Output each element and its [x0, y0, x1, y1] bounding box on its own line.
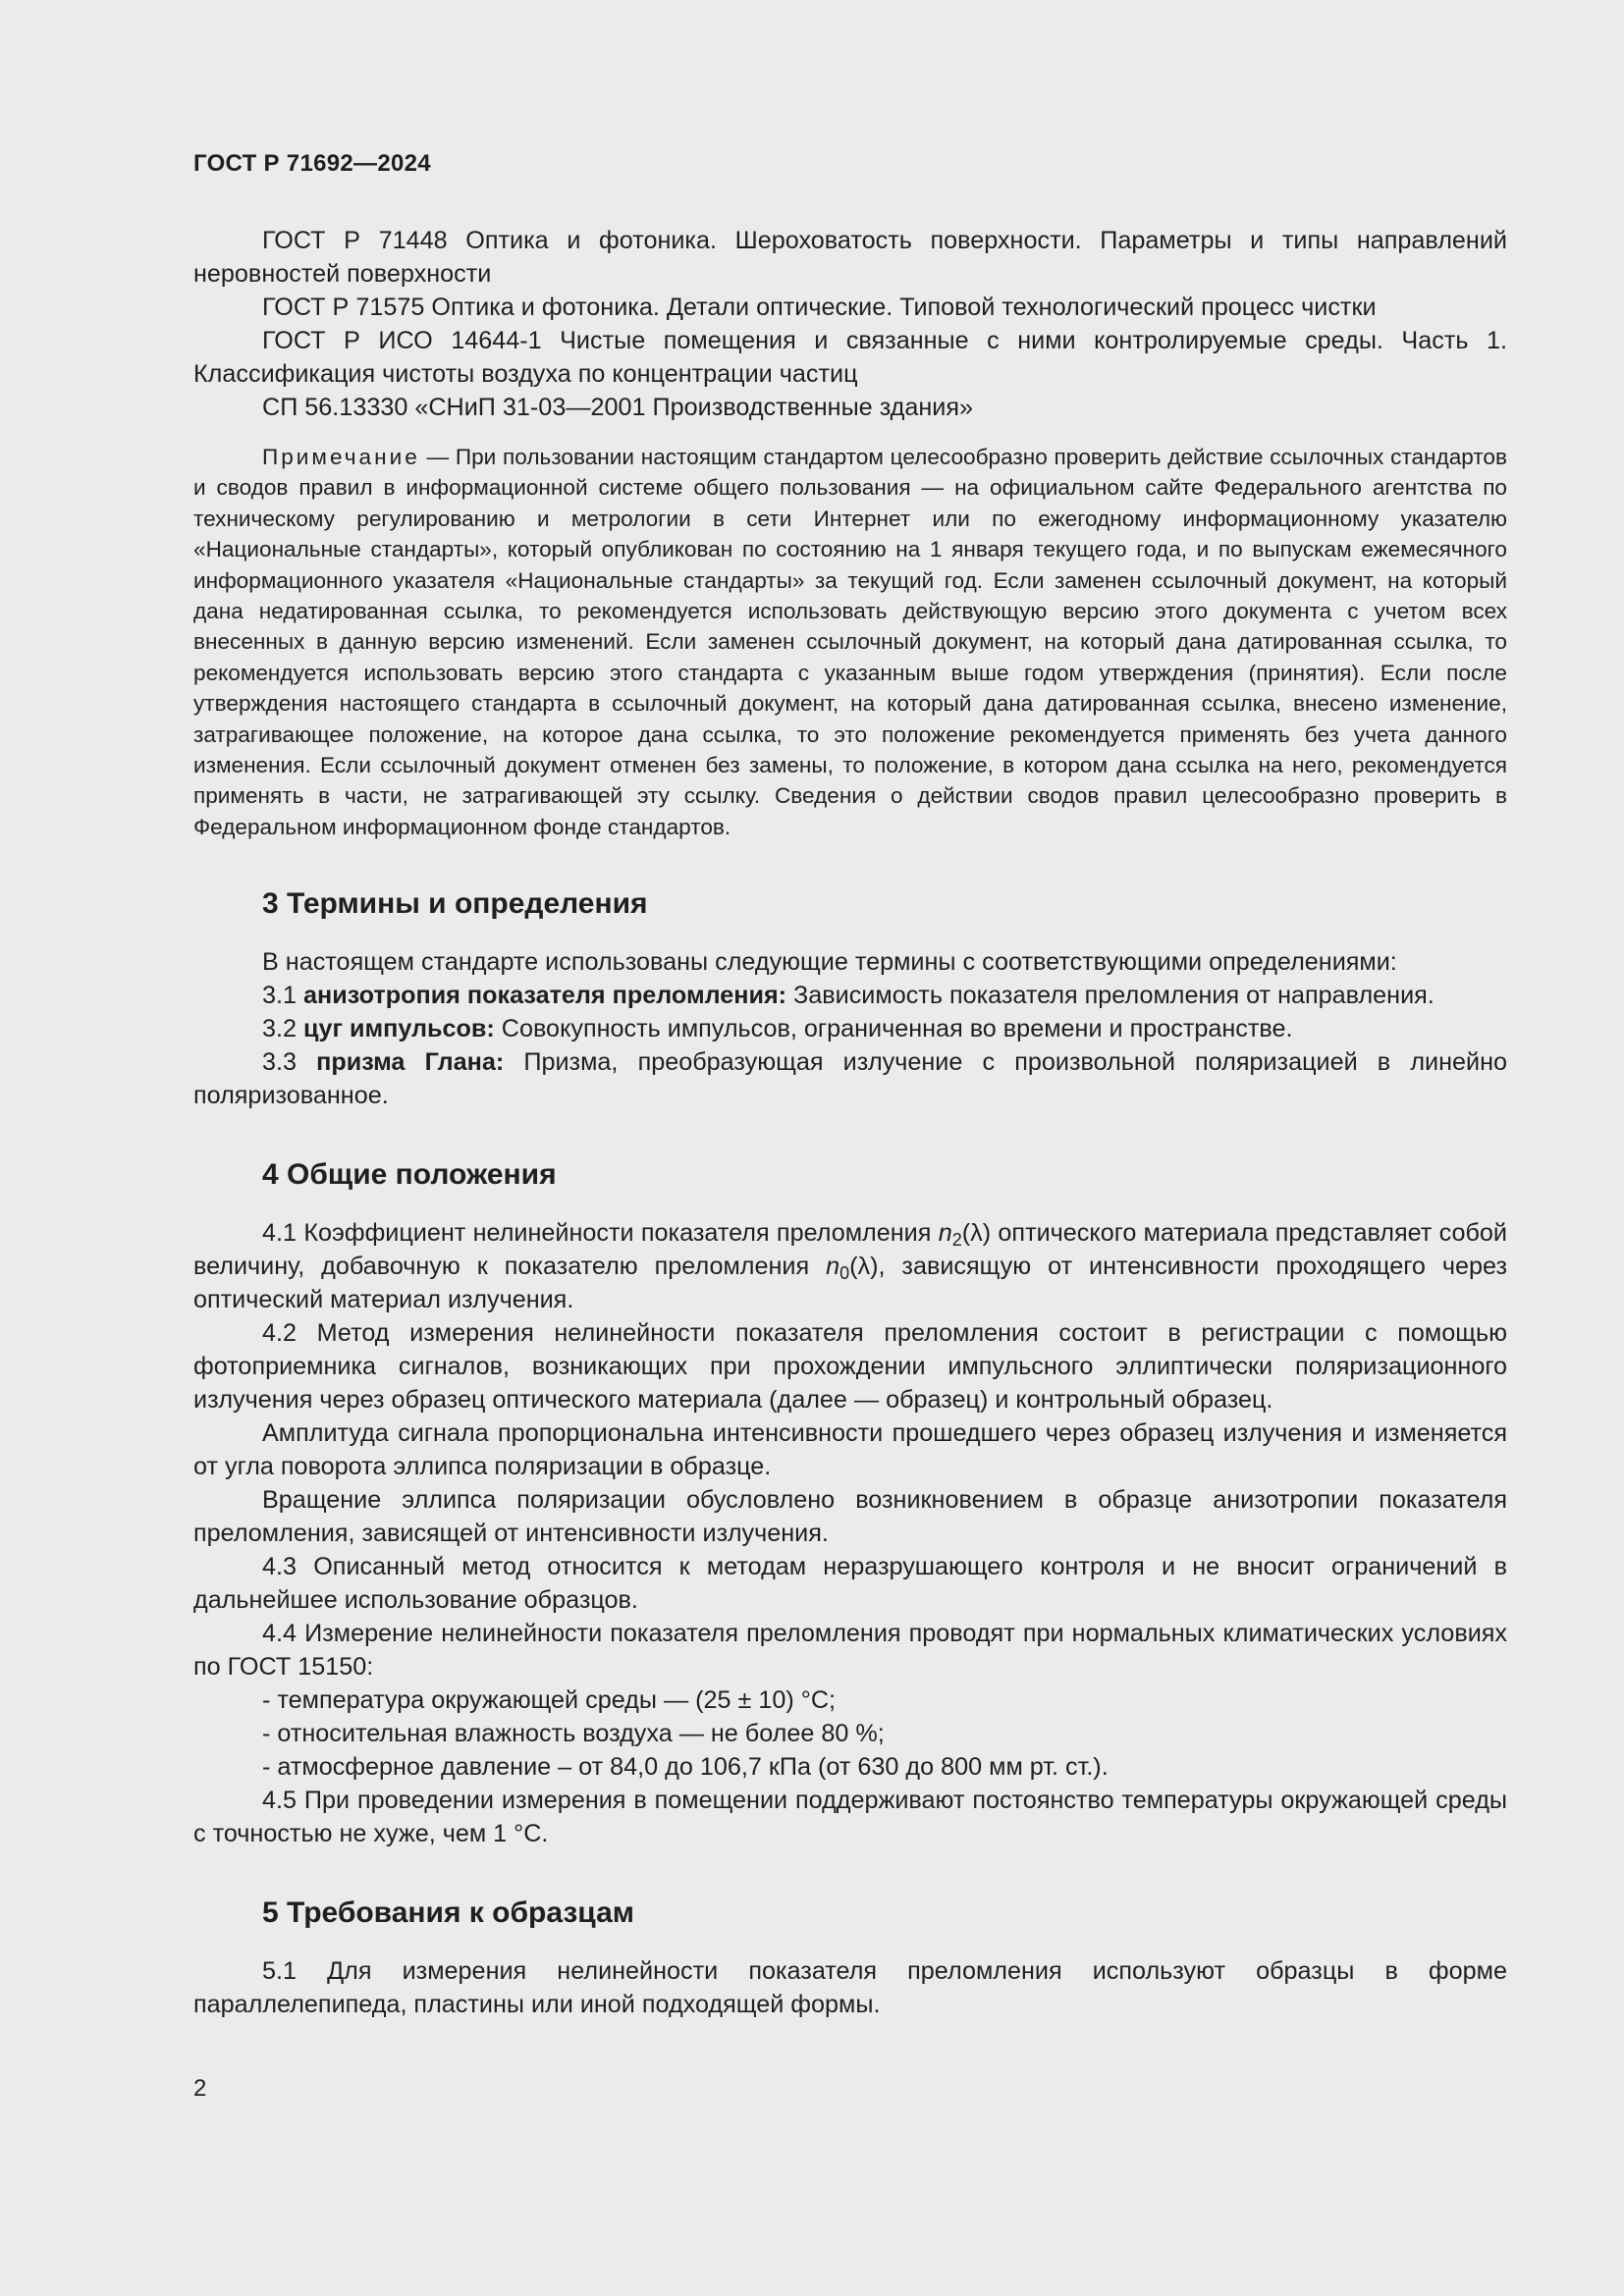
term-number: 3.1	[262, 982, 304, 1010]
section-3-title: 3 Термины и определения	[262, 887, 648, 921]
paragraph-text: (λ) оптического материала представляет собой величину, добавочную к показателю преломления	[193, 1219, 1507, 1281]
paragraph: 5.1 Для измерения нелинейности показателя преломления используют образцы в форме параллелепипеда, пластины или иной подходящей формы.	[193, 1957, 1507, 2019]
term-text: Зависимость показателя преломления от направления.	[786, 982, 1435, 1010]
paragraph-4-1	[193, 1216, 1507, 1316]
paragraph: Вращение эллипса поляризации обусловлено возникновением в образце анизотропии показателя преломления, зависящей от интенсивности излучения.	[193, 1486, 1507, 1548]
term-name: призма Глана:	[316, 1048, 505, 1077]
term-definition	[193, 979, 1507, 1012]
reference-item: СП 56.13330 «СНиП 31-03—2001 Производственные здания»	[262, 394, 974, 421]
term-text: Совокупность импульсов, ограниченная во времени и пространстве.	[494, 1015, 1293, 1043]
term-definition	[193, 1045, 1507, 1112]
page-content	[193, 224, 1507, 2021]
reference-item: ГОСТ Р ИСО 14644-1 Чистые помещения и связанные с ними контролируемые среды. Часть 1. Классификация чистоты воздуха по концентрации частиц	[193, 327, 1507, 388]
paragraph: Амплитуда сигнала пропорциональна интенсивности прошедшего через образец излучения и изменяется от угла поворота эллипса поляризации в образце.	[193, 1419, 1507, 1481]
list-item: - относительная влажность воздуха — не более 80 %;	[262, 1720, 885, 1748]
term-text: Призма, преобразующая излучение с произвольной поляризацией в линейно поляризованное.	[193, 1048, 1507, 1110]
paragraph-text: (λ), зависящую от интенсивности проходящего через оптический материал излучения.	[193, 1253, 1507, 1314]
note-paragraph	[193, 442, 1507, 842]
page-number: 2	[193, 2075, 207, 2102]
paragraph: 4.5 При проведении измерения в помещении поддерживают постоянство температуры окружающей среды с точностью не хуже, чем 1 °С.	[193, 1787, 1507, 1848]
list-item: - температура окружающей среды — (25 ± 10) °С;	[262, 1686, 837, 1715]
term-number: 3.2	[262, 1015, 304, 1043]
list-item: - атмосферное давление – от 84,0 до 106,7 кПа (от 630 до 800 мм рт. ст.).	[262, 1753, 1109, 1782]
symbol-subscript: 2	[951, 1230, 962, 1251]
term-number: 3.3	[262, 1048, 317, 1077]
paragraph-text: 4.1 Коэффициент нелинейности показателя преломления	[262, 1219, 939, 1248]
section-3-intro: В настоящем стандарте использованы следующие термины с соответствующими определениями:	[262, 948, 1397, 977]
symbol-n: n	[938, 1219, 952, 1248]
symbol-subscript: 0	[839, 1263, 850, 1284]
term-name: цуг импульсов:	[303, 1015, 495, 1043]
note-label: Примечание	[262, 445, 420, 469]
paragraph: 4.4 Измерение нелинейности показателя преломления проводят при нормальных климатических условиях по ГОСТ 15150:	[193, 1620, 1507, 1682]
symbol-n: n	[826, 1253, 840, 1281]
document-header: ГОСТ Р 71692—2024	[193, 150, 431, 177]
section-4-title: 4 Общие положения	[262, 1158, 557, 1192]
note-text: — При пользовании настоящим стандартом целесообразно проверить действие ссылочных стандартов и сводов правил в информационной системе общего пользования — на официальном сайте Федерального агентства по техническому регулированию и метрологии в сети Интернет или по ежегодному информационному указателю «Национальные стандарты», который опубликован по состоянию на 1 января текущего года, и по выпускам ежемесячного информационного указателя «Национальные стандарты» за текущий год. Если заменен ссылочный документ, на который дана недатированная ссылка, то рекомендуется использовать действующую версию этого документа с учетом всех внесенных в данную версию изменений. Если заменен ссылочный документ, на который дана датированная ссылка, то рекомендуется использовать версию этого стандарта с указанным выше годом утверждения (принятия). Если после утверждения настоящего стандарта в ссылочный документ, на который дана датированная ссылка, внесено изменение, затрагивающее положение, на которое дана ссылка, то это положение рекомендуется применять без учета данного изменения. Если ссылочный документ отменен без замены, то положение, в котором дана ссылка на него, рекомендуется применять в части, не затрагивающей эту ссылку. Сведения о действии сводов правил целесообразно проверить в Федеральном информационном фонде стандартов.	[193, 445, 1507, 839]
term-name: анизотропия показателя преломления:	[303, 982, 787, 1010]
paragraph: 4.2 Метод измерения нелинейности показателя преломления состоит в регистрации с помощью фотоприемника сигналов, возникающих при прохождении импульсного эллиптически поляризационного излучения через образец оптического материала (далее — образец) и контрольный образец.	[193, 1319, 1507, 1415]
paragraph: 4.3 Описанный метод относится к методам неразрушающего контроля и не вносит ограничений в дальнейшее использование образцов.	[193, 1553, 1507, 1615]
reference-item: ГОСТ Р 71448 Оптика и фотоника. Шероховатость поверхности. Параметры и типы направлений неровностей поверхности	[193, 227, 1507, 288]
term-definition	[193, 1012, 1507, 1045]
reference-item: ГОСТ Р 71575 Оптика и фотоника. Детали оптические. Типовой технологический процесс чистки	[262, 294, 1377, 321]
section-5-title: 5 Требования к образцам	[262, 1896, 634, 1930]
